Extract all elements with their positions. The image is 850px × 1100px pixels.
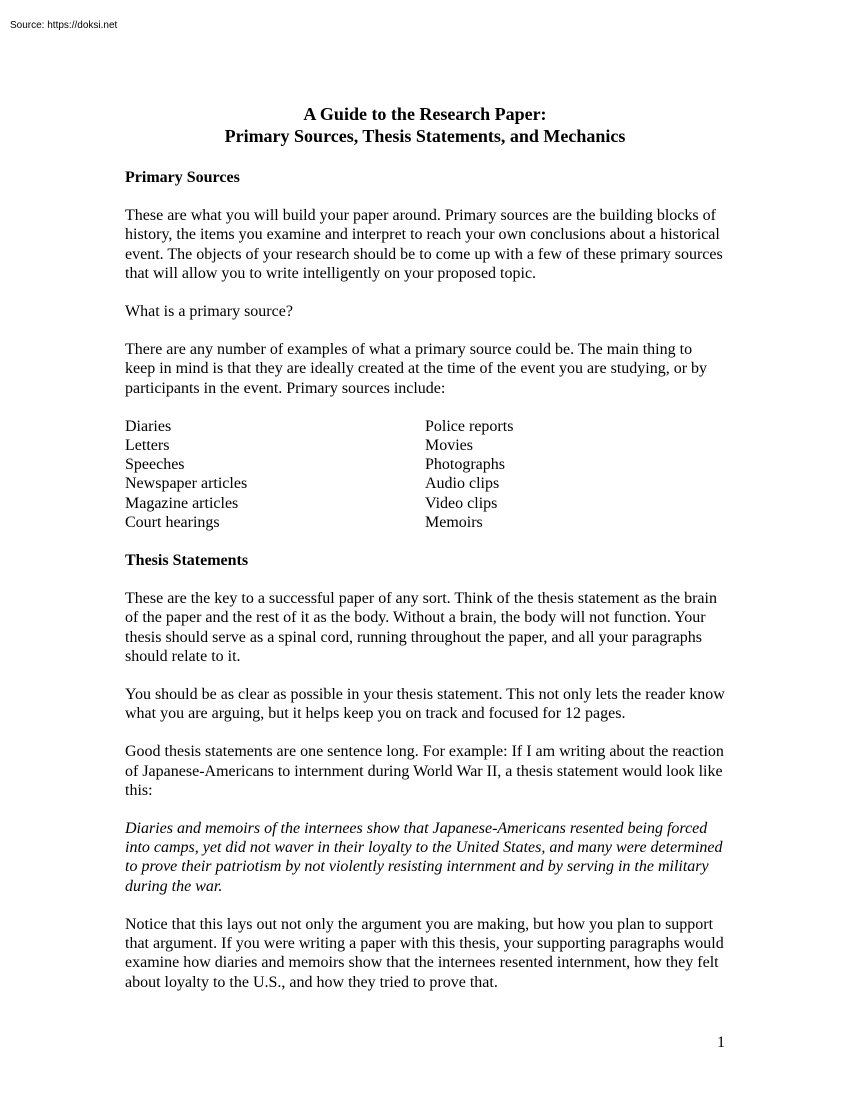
list-item: Video clips	[425, 494, 498, 512]
list-item: Memoirs	[425, 513, 483, 531]
list-item: Audio clips	[425, 475, 500, 493]
paragraph-thesis-example-intro: Good thesis statements are one sentence long. For example: If I am writing about the reaction of Japanese-Americans to internment during World War II, a thesis statement would look like this:	[125, 743, 724, 799]
list-item: Police reports	[425, 417, 514, 435]
document-page	[125, 103, 725, 992]
list-item: Magazine articles	[125, 494, 239, 512]
source-note: Source: https://doksi.net	[10, 20, 118, 31]
paragraph-question: What is a primary source?	[125, 303, 293, 321]
document-title-line-1: A Guide to the Research Paper:	[303, 104, 547, 124]
list-item: Diaries	[125, 417, 172, 435]
paragraph-thesis-intro: These are the key to a successful paper of any sort. Think of the thesis statement as the brain of the paper and the rest of it as the body. Without a brain, the body will not function. Your thesis should serve as a spinal cord, running throughout the paper, and all your paragraphs should relate to it.	[125, 590, 717, 665]
section-heading-primary-sources: Primary Sources	[125, 169, 240, 186]
paragraph-primary-sources-examples: There are any number of examples of what a primary source could be. The main thing to keep in mind is that they are ideally created at the time of the event you are studying, or by participants in the event. Primary sources include:	[125, 341, 708, 397]
paragraph-thesis-clarity: You should be as clear as possible in your thesis statement. This not only lets the reader know what you are arguing, but it helps keep you on track and focused for 12 pages.	[125, 686, 725, 723]
page-number: 1	[717, 1034, 725, 1051]
section-heading-thesis-statements: Thesis Statements	[125, 552, 249, 570]
list-item: Photographs	[425, 456, 505, 474]
primary-sources-list-left	[125, 417, 425, 532]
list-item: Letters	[125, 437, 170, 455]
list-item: Speeches	[125, 456, 185, 474]
list-item: Movies	[425, 437, 473, 455]
example-thesis-statement: Diaries and memoirs of the internees show that Japanese-Americans resented being forced into camps, yet did not waver in their loyalty to the United States, and many were determined to prove their patriotism by not violently resisting internment and by serving in the military during the war.	[125, 820, 723, 895]
paragraph-thesis-explanation: Notice that this lays out not only the argument you are making, but how you plan to support that argument. If you were writing a paper with this thesis, your supporting paragraphs would examine how diaries and memoirs show that the internees resented internment, how they felt about loyalty to the U.S., and how they tried to prove that.	[125, 915, 724, 991]
list-item: Newspaper articles	[125, 475, 248, 493]
primary-sources-list-right	[425, 417, 725, 532]
paragraph-primary-sources-intro: These are what you will build your paper around. Primary sources are the building blocks of history, the items you examine and interpret to reach your own conclusions about a historical event. The objects of your research should be to come up with a few of these primary sources that will allow you to write intelligently on your proposed topic.	[125, 207, 723, 282]
primary-sources-list	[125, 417, 725, 532]
document-title-line-2: Primary Sources, Thesis Statements, and Mechanics	[224, 126, 626, 146]
list-item: Court hearings	[125, 513, 220, 531]
